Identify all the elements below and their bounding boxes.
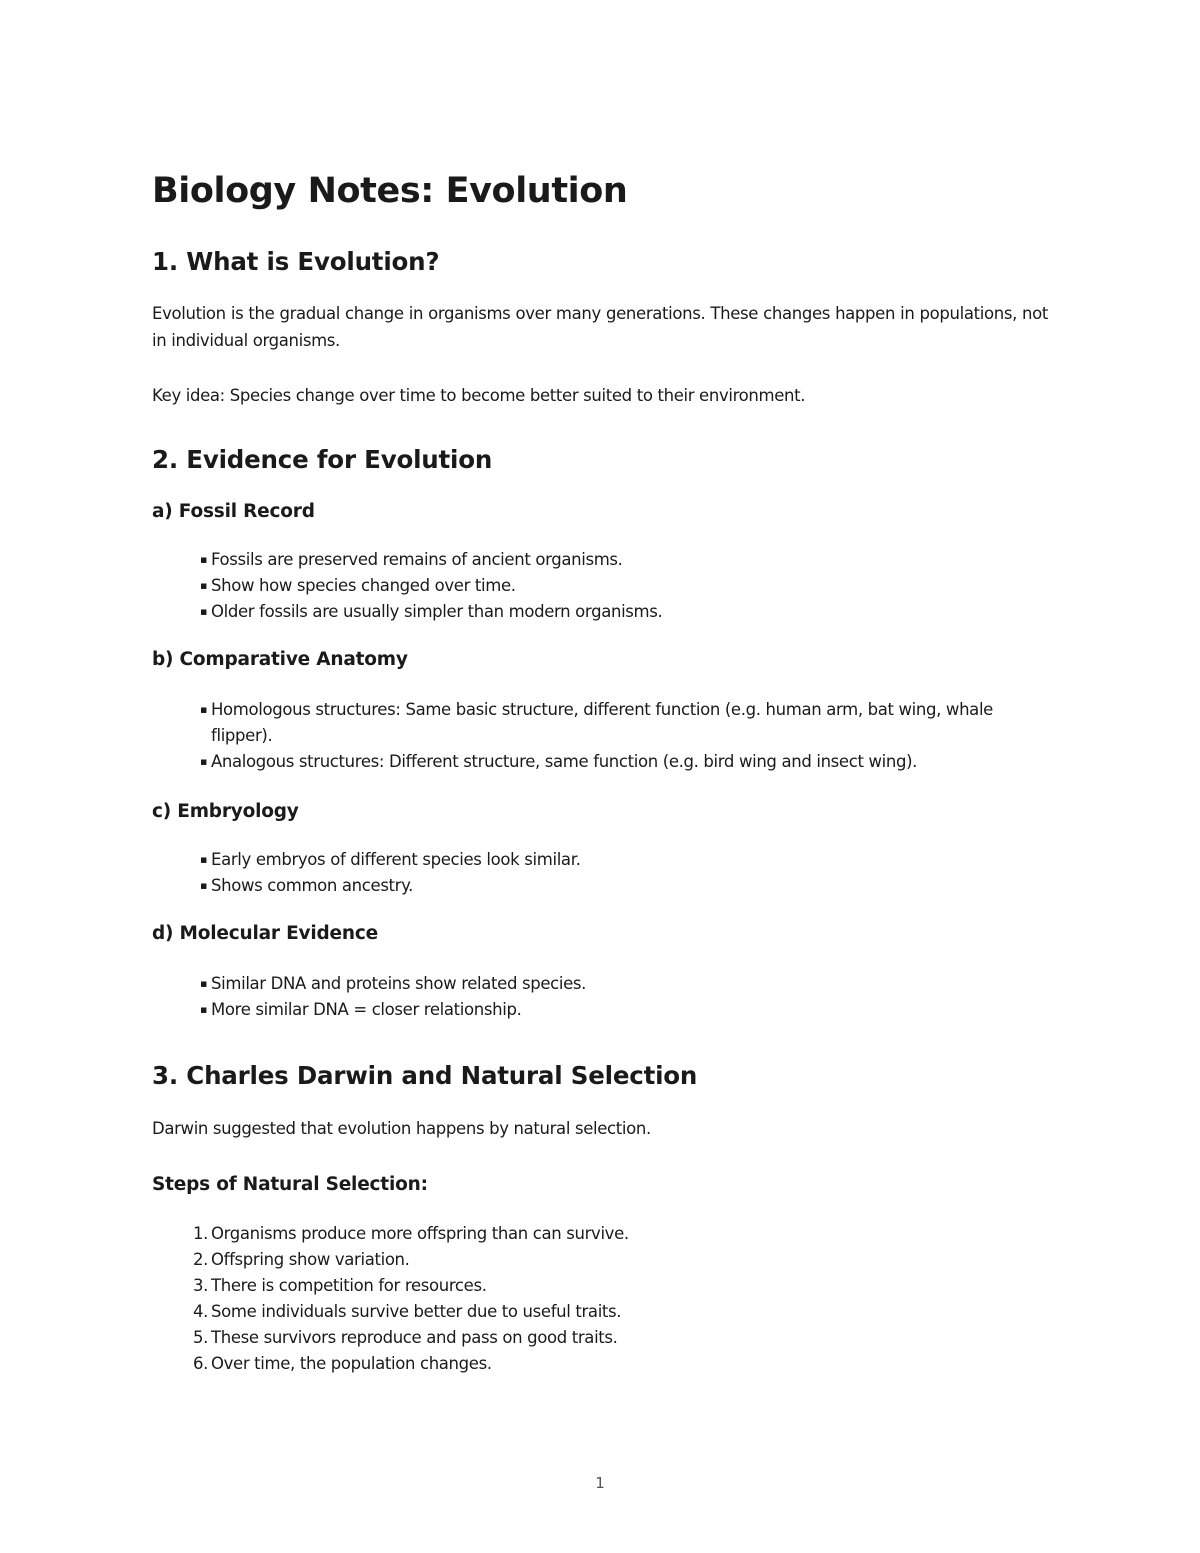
fossil-record-list [152, 547, 1048, 625]
list-item [152, 1273, 1048, 1299]
list-item: ▪ Older fossils are usually simpler than modern organisms. [152, 599, 1048, 625]
list-item: ▪ Early embryos of different species look similar. [152, 847, 1048, 873]
step-number: 4. [192, 1302, 208, 1321]
subheading-embryology: c) Embryology [152, 801, 299, 822]
list-item [152, 1351, 1048, 1377]
step-text: Some individuals survive better due to useful traits. [211, 1302, 622, 1321]
section-heading-darwin: 3. Charles Darwin and Natural Selection [152, 1061, 698, 1090]
step-number: 3. [192, 1276, 208, 1295]
list-item [152, 1247, 1048, 1273]
evolution-definition-paragraph: Evolution is the gradual change in organisms over many generations. These changes happen in populations, not in individual organisms. [152, 304, 1048, 350]
key-idea-paragraph: Key idea: Species change over time to become better suited to their environment. [152, 386, 806, 405]
comparative-anatomy-list [152, 697, 1048, 775]
step-number: 6. [192, 1354, 208, 1373]
list-item: ▪ Fossils are preserved remains of ancient organisms. [152, 547, 1048, 573]
section-heading-evidence: 2. Evidence for Evolution [152, 445, 493, 474]
page-number: 1 [595, 1474, 605, 1492]
subheading-fossil-record: a) Fossil Record [152, 501, 315, 522]
list-item: ▪ More similar DNA = closer relationship. [152, 997, 1048, 1023]
step-number: 1. [192, 1224, 208, 1243]
step-text: Over time, the population changes. [211, 1354, 492, 1373]
document-body [152, 167, 1048, 1377]
embryology-list [152, 847, 1048, 899]
subheading-comparative-anatomy: b) Comparative Anatomy [152, 649, 408, 670]
step-text: There is competition for resources. [211, 1276, 487, 1295]
page-title: Biology Notes: Evolution [152, 171, 628, 211]
subheading-steps-of-natural-selection: Steps of Natural Selection: [152, 1174, 428, 1195]
list-item: ▪ Show how species changed over time. [152, 573, 1048, 599]
step-text: Offspring show variation. [211, 1250, 410, 1269]
list-item: ▪ Shows common ancestry. [152, 873, 1048, 899]
step-text: These survivors reproduce and pass on good traits. [211, 1328, 618, 1347]
list-item [152, 1221, 1048, 1247]
natural-selection-steps-list [152, 1221, 1048, 1377]
list-item: ▪ Analogous structures: Different structure, same function (e.g. bird wing and insect wing). [152, 749, 1048, 775]
subheading-molecular-evidence: d) Molecular Evidence [152, 923, 378, 944]
section-heading-what-is-evolution: 1. What is Evolution? [152, 247, 440, 276]
darwin-paragraph: Darwin suggested that evolution happens by natural selection. [152, 1119, 651, 1138]
list-item [152, 1325, 1048, 1351]
list-item: ▪ Homologous structures: Same basic structure, different function (e.g. human arm, bat wing, whale flipper). [152, 697, 1048, 749]
step-text: Organisms produce more offspring than can survive. [211, 1224, 629, 1243]
list-item [152, 1299, 1048, 1325]
list-item: ▪ Similar DNA and proteins show related species. [152, 971, 1048, 997]
step-number: 2. [192, 1250, 208, 1269]
molecular-evidence-list [152, 971, 1048, 1023]
step-number: 5. [192, 1328, 208, 1347]
